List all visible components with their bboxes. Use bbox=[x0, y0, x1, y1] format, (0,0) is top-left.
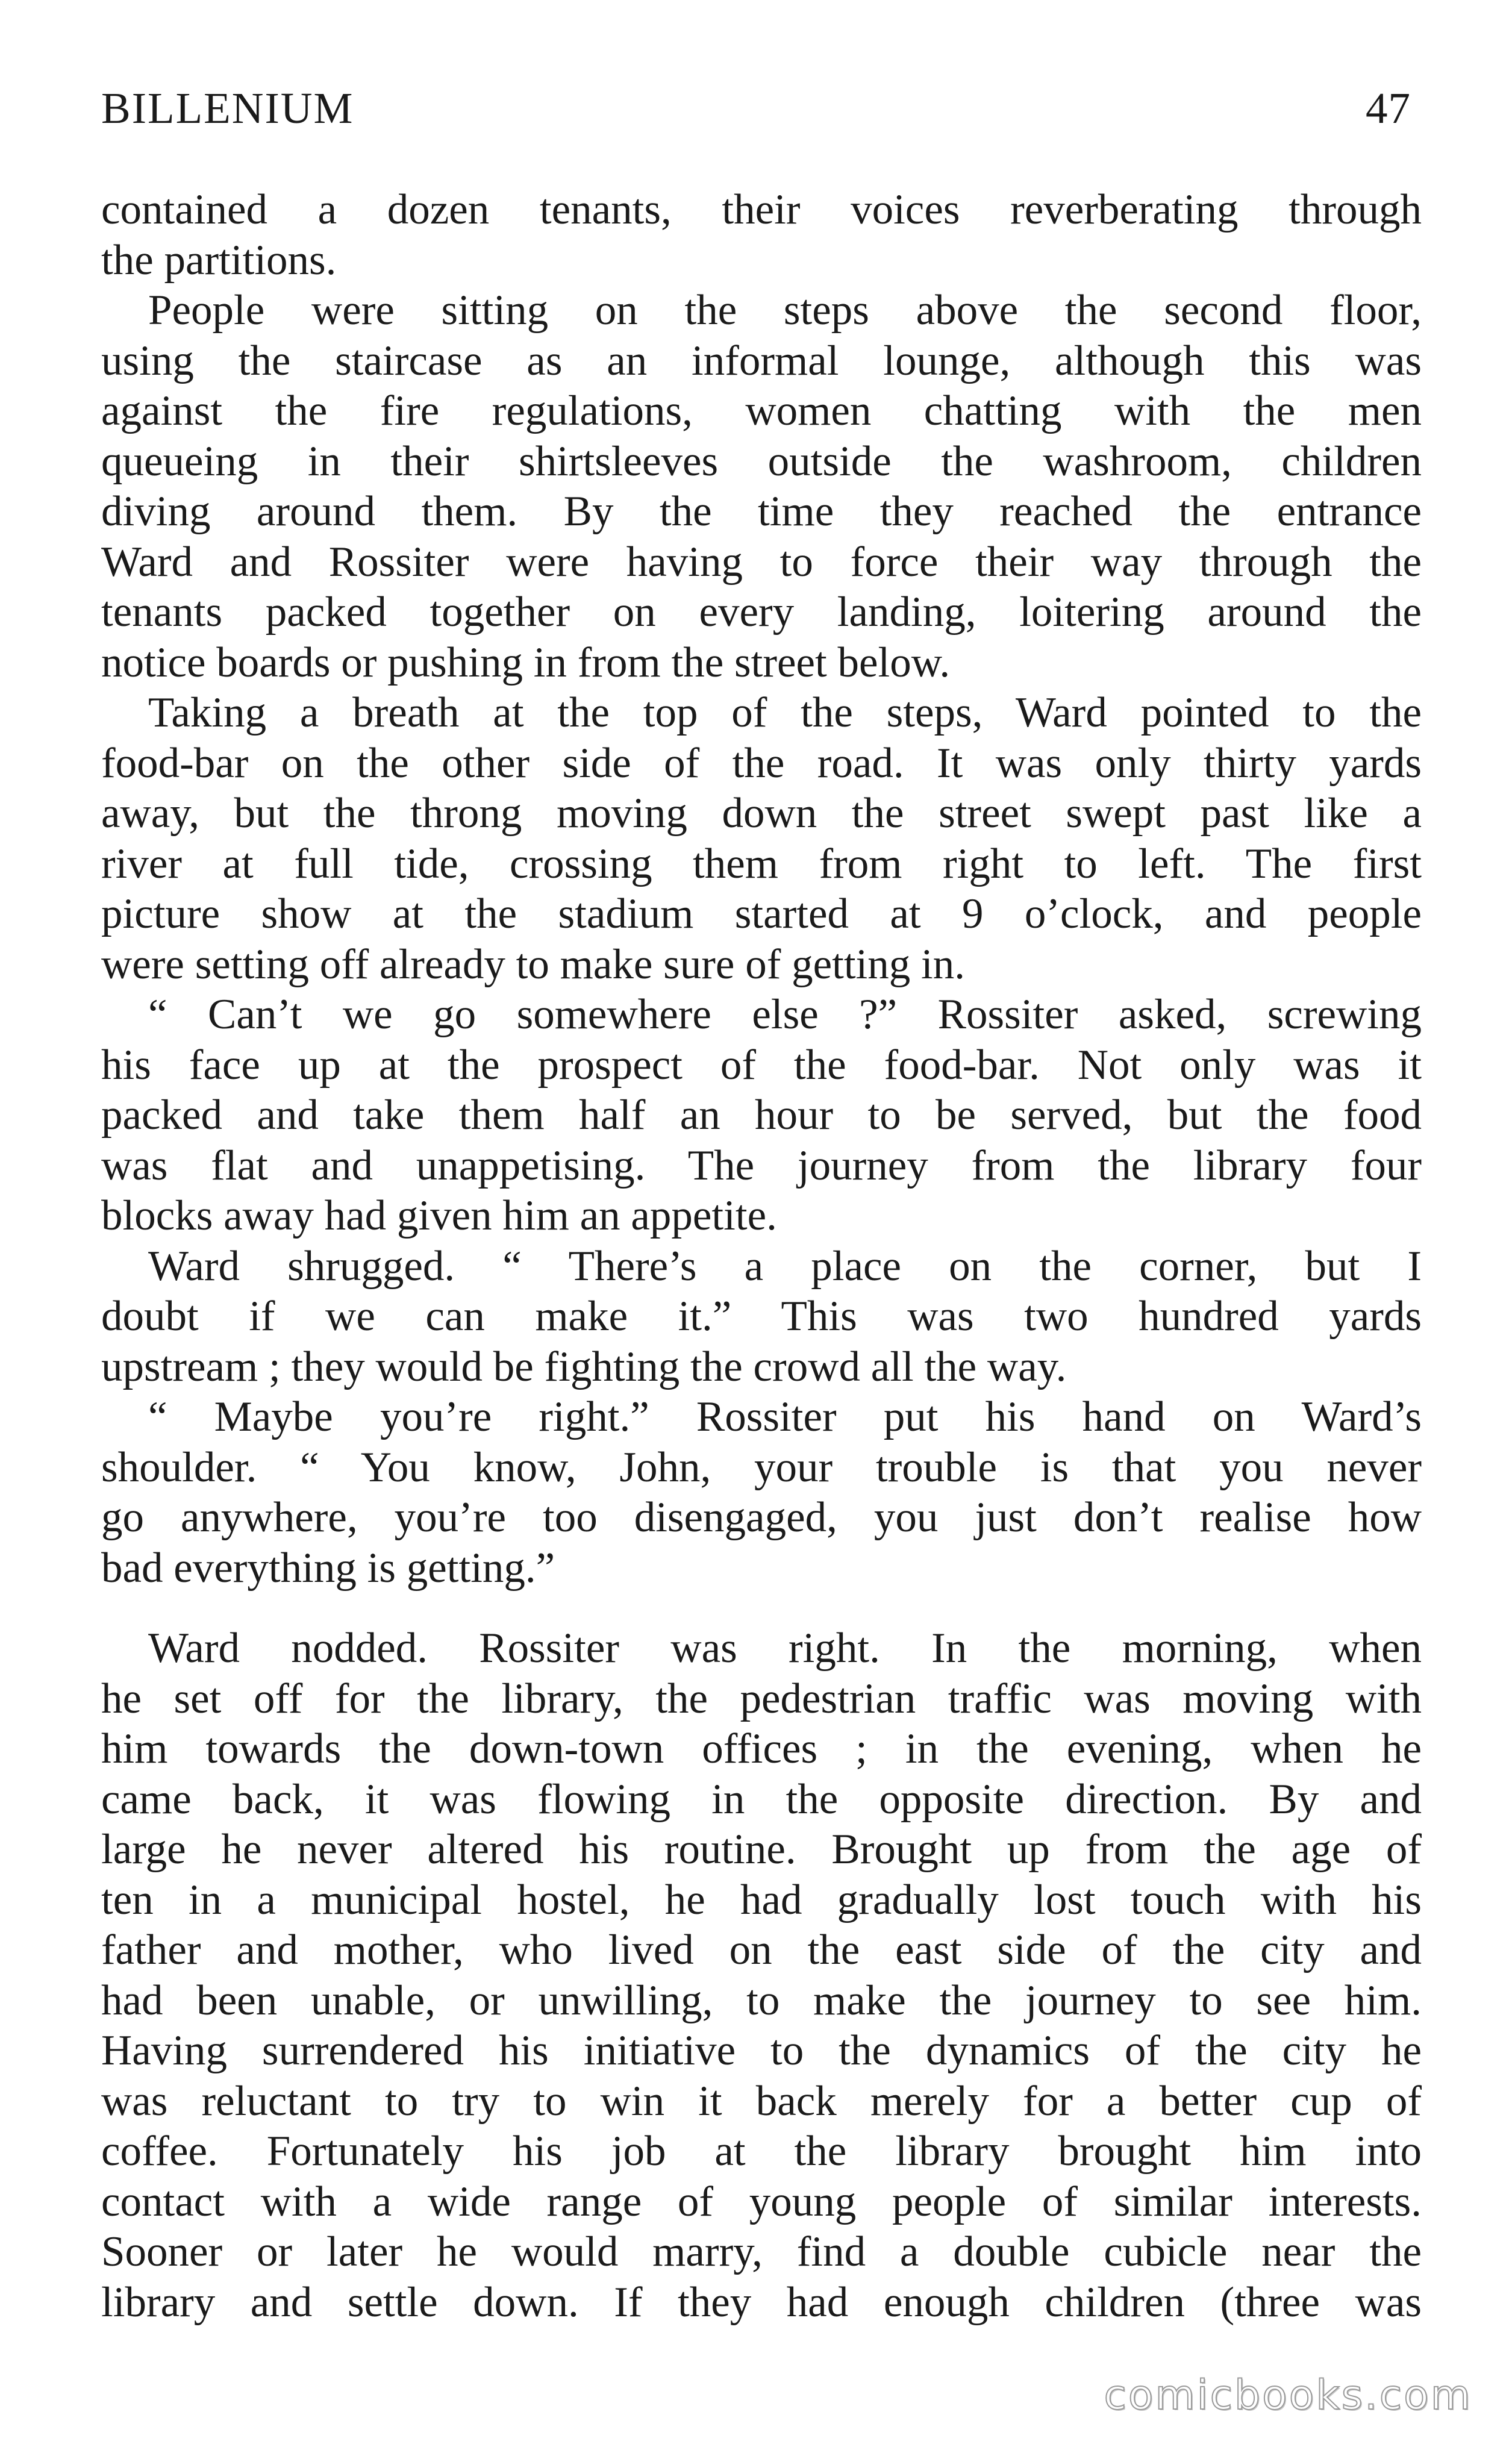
text-line: ten in a municipal hostel, he had gradually lost touch with his bbox=[101, 1876, 1422, 1923]
text-line: queueing in their shirtsleeves outside the washroom, children bbox=[101, 437, 1422, 485]
running-title: BILLENIUM bbox=[101, 84, 354, 133]
text-line: “ Maybe you’re right.” Rossiter put his hand on Ward’s bbox=[148, 1393, 1422, 1440]
text-line: was reluctant to try to win it back merely for a better cup of bbox=[101, 2077, 1422, 2125]
text-line: large he never altered his routine. Brought up from the age of bbox=[101, 1826, 1422, 1873]
text-line: Taking a breath at the top of the steps, Ward pointed to the bbox=[148, 689, 1422, 736]
watermark: comicbooks.com bbox=[1104, 2372, 1472, 2419]
text-line: was flat and unappetising. The journey from the library four bbox=[101, 1142, 1422, 1189]
text-section-1 bbox=[101, 185, 1422, 1593]
text-line: river at full tide, crossing them from right to left. The first bbox=[101, 840, 1422, 887]
text-line: contact with a wide range of young people of similar interests. bbox=[101, 2178, 1422, 2225]
text-line: food-bar on the other side of the road. It was only thirty yards bbox=[101, 739, 1422, 787]
text-line: Having surrendered his initiative to the dynamics of the city he bbox=[101, 2027, 1422, 2074]
text-line: coffee. Fortunately his job at the library brought him into bbox=[101, 2128, 1422, 2175]
text-line: Sooner or later he would marry, find a double cubicle near the bbox=[101, 2228, 1422, 2275]
text-line: Ward nodded. Rossiter was right. In the morning, when bbox=[148, 1625, 1422, 1672]
text-line: away, but the throng moving down the street swept past like a bbox=[101, 790, 1422, 837]
text-line: tenants packed together on every landing, loitering around the bbox=[101, 589, 1422, 636]
text-line: came back, it was flowing in the opposite direction. By and bbox=[101, 1775, 1422, 1823]
text-line: “ Can’t we go somewhere else ?” Rossiter asked, screwing bbox=[148, 991, 1422, 1038]
text-line: the partitions. bbox=[101, 236, 337, 284]
text-line: contained a dozen tenants, their voices reverberating through bbox=[101, 186, 1422, 233]
text-line: notice boards or pushing in from the street below. bbox=[101, 639, 951, 686]
text-line: father and mother, who lived on the east side of the city and bbox=[101, 1926, 1422, 1973]
text-line: had been unable, or unwilling, to make the journey to see him. bbox=[101, 1976, 1422, 2024]
text-line: he set off for the library, the pedestrian traffic was moving with bbox=[101, 1675, 1422, 1722]
text-line: upstream ; they would be fighting the crowd all the way. bbox=[101, 1343, 1067, 1390]
text-line: packed and take them half an hour to be served, but the food bbox=[101, 1092, 1422, 1139]
text-line: go anywhere, you’re too disengaged, you just don’t realise how bbox=[101, 1494, 1422, 1541]
text-line: People were sitting on the steps above the second floor, bbox=[148, 287, 1422, 334]
text-line: picture show at the stadium started at 9 o’clock, and people bbox=[101, 890, 1422, 937]
text-line: Ward shrugged. “ There’s a place on the corner, but I bbox=[148, 1242, 1422, 1290]
text-line: library and settle down. If they had enough children (three was bbox=[101, 2278, 1422, 2326]
text-line: doubt if we can make it.” This was two hundred yards bbox=[101, 1293, 1422, 1340]
text-line: shoulder. “ You know, John, your trouble is that you never bbox=[101, 1443, 1422, 1491]
text-section-2 bbox=[101, 1623, 1422, 2328]
text-line: using the staircase as an informal lounge, although this was bbox=[101, 337, 1422, 384]
text-line: blocks away had given him an appetite. bbox=[101, 1192, 777, 1239]
page-number: 47 bbox=[1366, 84, 1411, 133]
text-line: Ward and Rossiter were having to force their way through the bbox=[101, 538, 1422, 586]
text-line: diving around them. By the time they reached the entrance bbox=[101, 488, 1422, 535]
text-line: against the fire regulations, women chatting with the men bbox=[101, 387, 1422, 434]
text-line: bad everything is getting.” bbox=[101, 1544, 555, 1592]
text-line: were setting off already to make sure of getting in. bbox=[101, 940, 966, 988]
text-line: his face up at the prospect of the food-bar. Not only was it bbox=[101, 1041, 1422, 1089]
text-line: him towards the down-town offices ; in the evening, when he bbox=[101, 1725, 1422, 1772]
running-head bbox=[101, 83, 1411, 137]
